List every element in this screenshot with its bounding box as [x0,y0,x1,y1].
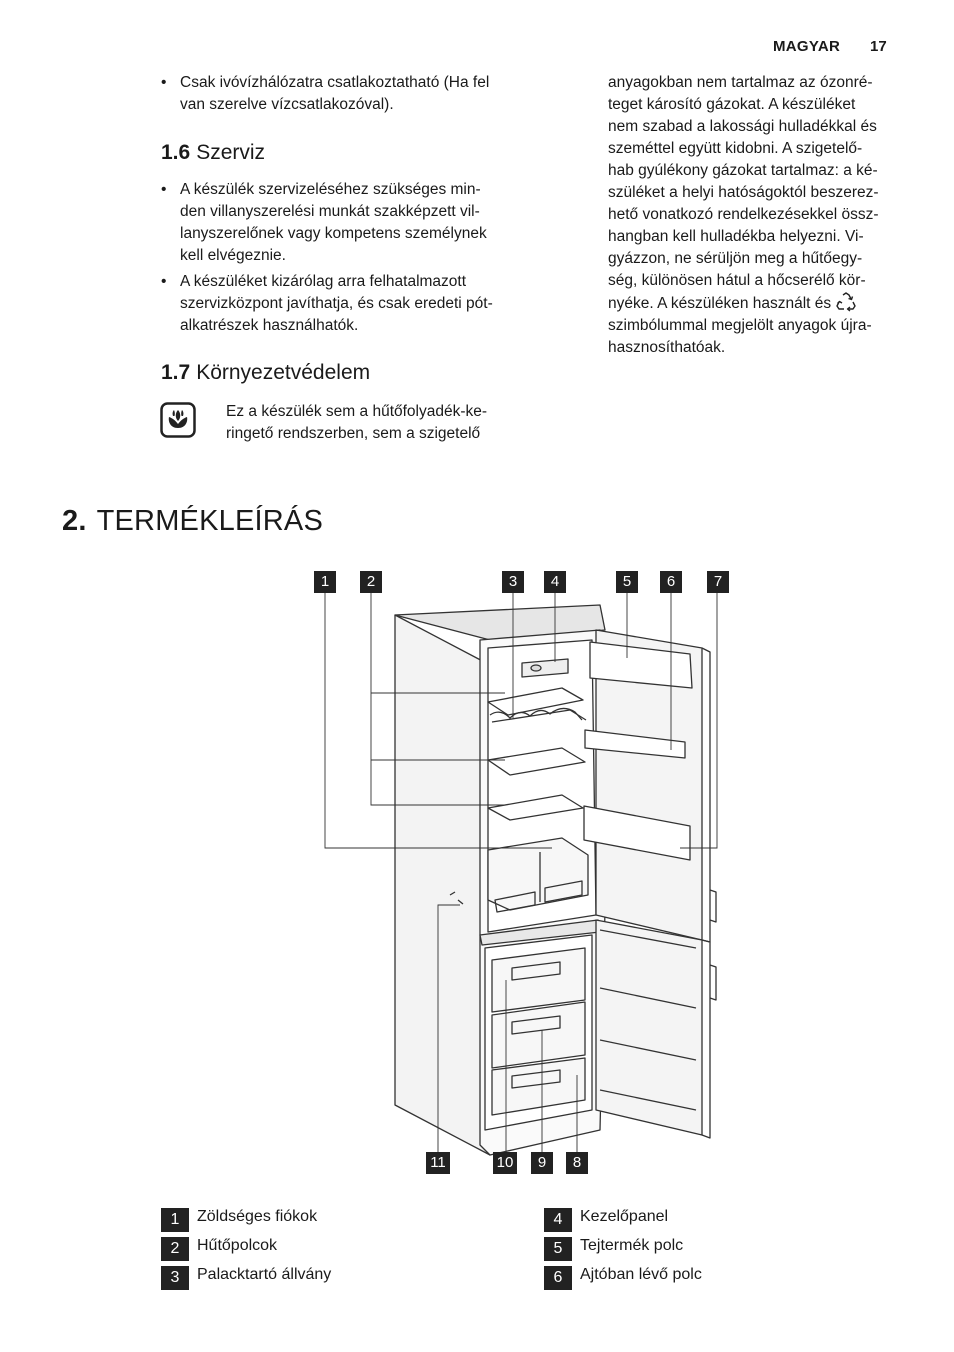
diagram-label-2: 2 [360,571,382,593]
diagram-label-11: 11 [426,1152,450,1174]
diagram-label-7: 7 [707,571,729,593]
diagram-label-1: 1 [314,571,336,593]
recycle-icon [835,292,857,312]
environment-flower-icon [160,402,196,438]
section-heading-1-7: 1.7 Környezetvédelem [161,361,371,384]
environment-text: Ez a készülék sem a hűtőfolyadék-ke- ringető rendszerben, sem a szigetelő [226,403,488,442]
bullet-water-connection: • Csak ivóvízhálózatra csatlakoztatható (Ha fel van szerelve vízcsatlakozóval). [161,72,521,116]
diagram-label-6: 6 [660,571,682,593]
freezer-door [596,920,702,1135]
fridge-body [395,615,490,1155]
section-heading-1-6: 1.6 Szerviz [161,141,266,164]
diagram-label-10: 10 [493,1152,517,1174]
header-language: MAGYAR [773,38,841,55]
diagram-label-4: 4 [544,571,566,593]
diagram-label-9: 9 [531,1152,553,1174]
service-bullet-1: • A készülék szervizeléséhez szükséges min- den villanyszerelési munkát szakképzett vil- lanyszerelőnek vagy kompetens személynek kell elvégeznie. [161,179,521,267]
diagram-label-5: 5 [616,571,638,593]
service-bullets [161,179,521,341]
diagram-label-8: 8 [566,1152,588,1174]
left-column [161,72,521,120]
diagram-label-3: 3 [502,571,524,593]
service-bullet-2: • A készüléket kizárólag arra felhatalmazott szervizközpont javíthatja, és csak eredeti pót- alkatrészek használhatók. [161,271,521,337]
right-column: anyagokban nem tartalmaz az ózonré- teget károsító gázokat. A készüléket nem szabad a lakossági hulladékkal és szeméttel együtt kidobni. A szigetelő- hab gyúlékony gázokat tartalmaz: a ké- szüléket a helyi hatóságoktól beszerez- hető vonatkozó rendelkezésekkel össz- hangban kell hulladékba helyezni. Vi- gyázzon, ne sérüljön meg a hűtőegy- ség, különösen hátul a hőcserélő kör- nyéke. A készüléken használt és szimbólummal megjelölt anyagok újra- hasznosíthatóak. [608,74,879,356]
page-number: 17 [870,38,887,55]
fridge-diagram [300,570,740,1180]
chapter-heading: 2. TERMÉKLEÍRÁS [62,505,323,537]
